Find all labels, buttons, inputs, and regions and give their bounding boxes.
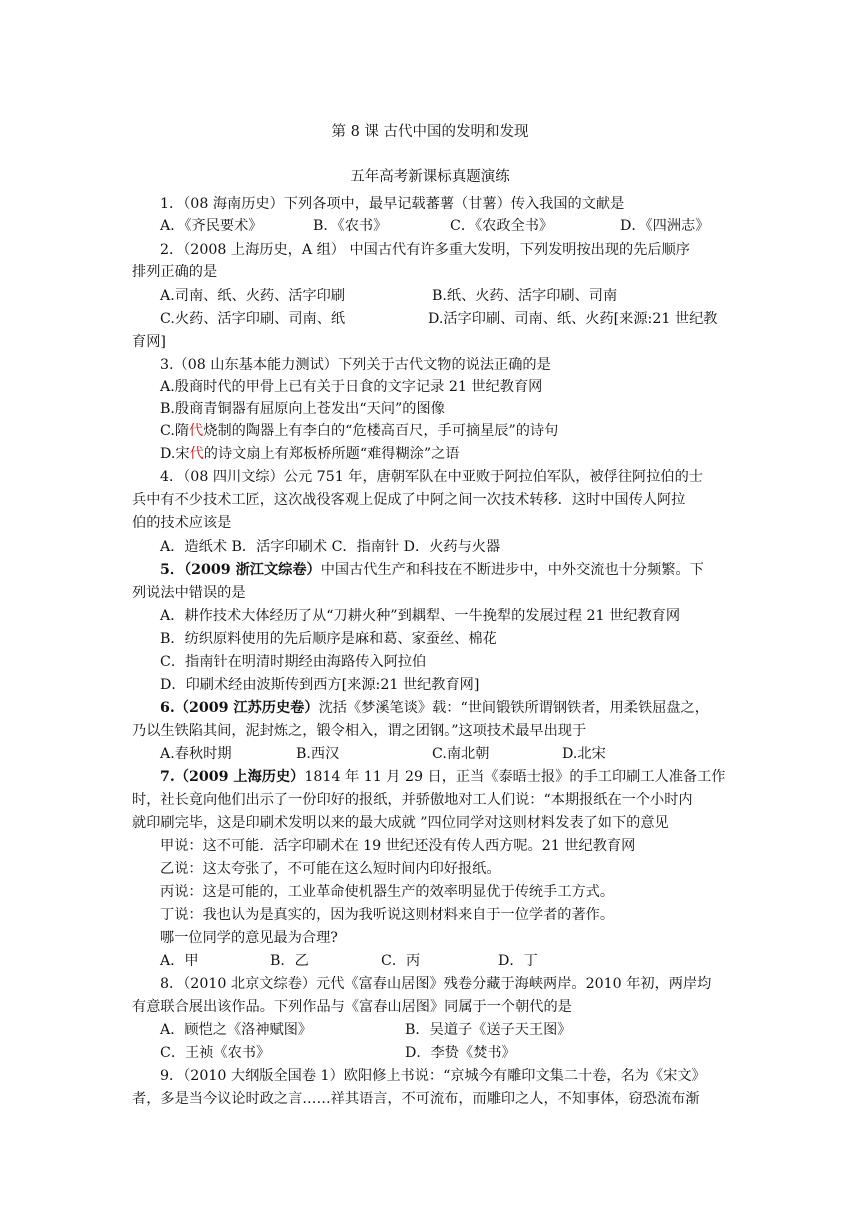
question-7-number: 7.（2009 上海历史）: [160, 769, 305, 785]
question-3-option-c-part1: C.隋: [160, 423, 190, 439]
question-3-option-d: [160, 443, 459, 465]
question-5-option-d: D．印刷术经由波斯传到西方[来源:21 世纪教育网]: [160, 677, 480, 693]
question-2-stem-line1: 2．（2008 上海历史，A 组） 中国古代有许多重大发明，下列发明按出现的先后顺序: [160, 242, 690, 258]
question-8-stem-line1: 8．（2010 北京文综卷）元代《富春山居图》残卷分藏于海峡两岸。2010 年初，两岸均: [160, 976, 712, 992]
question-6-option-d: D.北宋: [562, 746, 606, 762]
question-5-number: 5．（2009 浙江文综卷）: [160, 562, 321, 578]
question-5-option-c: C．指南针在明清时期经由海路传入阿拉伯: [160, 654, 427, 670]
question-7-opinion-bing: 丙说：这是可能的，工业革命使机器生产的效率明显优于传统手工方式。: [160, 884, 615, 900]
question-3-option-c: [160, 420, 558, 442]
page-title: 第 8 课 古代中国的发明和发现: [331, 124, 529, 140]
question-3-option-b: B.殷商青铜器有屈原向上苍发出“天问”的图像: [160, 401, 445, 417]
question-1-option-c: C．《农政全书》: [450, 218, 554, 234]
question-7-stem-line2: 时，社长竟向他们出示了一份印好的报纸，并骄傲地对工人们说：“本期报纸在一个小时内: [132, 792, 693, 808]
question-4-stem-line1: 4．（08 四川文综）公元 751 年，唐朝军队在中亚败于阿拉伯军队，被俘往阿拉伯的士: [160, 469, 703, 485]
question-7-option-d: D．丁: [498, 953, 538, 969]
question-2-option-a: A.司南、纸、火药、活字印刷: [160, 288, 346, 304]
question-3-option-a: A.殷商时代的甲骨上已有关于日食的文字记录 21 世纪教育网: [160, 379, 543, 395]
question-3-option-d-part2: 的诗文扇上有郑板桥所题“难得糊涂”之语: [203, 446, 460, 462]
question-3-option-c-part2: 烧制的陶器上有李白的“危楼高百尺，手可摘星辰”的诗句: [203, 423, 559, 439]
question-7-opinion-ding: 丁说：我也认为是真实的，因为我听说这则材料来自于一位学者的著作。: [160, 907, 615, 923]
question-7-option-c: C．丙: [381, 953, 421, 969]
question-4-stem-line3: 伯的技术应该是: [132, 515, 232, 531]
question-6-option-b: B.西汉: [296, 746, 340, 762]
question-6-option-c: C.南北朝: [432, 746, 490, 762]
question-6-option-a: A.春秋时期: [160, 746, 232, 762]
question-7-option-b: B．乙: [270, 953, 309, 969]
question-9-stem-line1: 9．（2010 大纲版全国卷 1）欧阳修上书说：“京城今有雕印文集二十卷，名为《宋文》: [160, 1068, 706, 1084]
question-7-opinion-jia: 甲说：这不可能．活字印刷术在 19 世纪还没有传人西方呢。21 世纪教育网: [160, 838, 636, 854]
question-3-option-d-part1: D.宋: [160, 446, 190, 462]
question-7-ask: 哪一位同学的意见最为合理?: [160, 930, 338, 946]
question-7-stem-line1: [160, 766, 725, 788]
question-7-option-a: A．甲: [160, 953, 199, 969]
question-8-option-b: B．吴道子《送子天王图》: [405, 1022, 572, 1038]
question-2-stem-line2: 排列正确的是: [132, 264, 218, 280]
question-1-option-a: A．《齐民要术》: [160, 218, 263, 234]
question-5-stem-line2: 列说法中错误的是: [132, 585, 246, 601]
question-6-number: 6.（2009 江苏历史卷）: [160, 700, 319, 716]
question-4-stem-line2: 兵中有不少技术工匠，这次战役客观上促成了中阿之间一次技术转移．这时中国传人阿拉: [132, 492, 686, 508]
question-6-stem-line2: 乃以生铁陷其间，泥封炼之，锻令相入，谓之团钢。”这项技术最早出现于: [132, 723, 587, 739]
question-5-stem-text: 中国古代生产和科技在不断进步中，中外交流也十分频繁。下: [320, 562, 704, 578]
page-subtitle: 五年高考新课标真题演练: [350, 169, 510, 185]
question-8-option-c: C．王祯《农书》: [160, 1045, 271, 1061]
question-1-option-d: D．《四洲志》: [620, 218, 710, 234]
question-3-option-d-red: 代: [189, 446, 204, 462]
question-4-options: A．造纸术 B．活字印刷术 C．指南针 D．火药与火器: [160, 539, 501, 555]
question-7-opinion-yi: 乙说：这太夸张了，不可能在这么短时间内印好报纸。: [160, 861, 501, 877]
question-7-stem-text: 1814 年 11 月 29 日，正当《泰晤士报》的手工印刷工人准备工作: [304, 769, 726, 785]
question-7-stem-line3: 就印刷完毕，这是印刷术发明以来的最大成就 ”四位同学对这则材料发表了如下的意见: [132, 815, 669, 831]
question-2-option-b: B.纸、火药、活字印刷、司南: [432, 288, 618, 304]
question-5-option-b: B．纺织原料使用的先后顺序是麻和葛、家蚕丝、棉花: [160, 631, 497, 647]
question-5-option-a: A．耕作技术大体经历了从“刀耕火种”到耦犁、一牛挽犁的发展过程 21 世纪教育网: [160, 608, 681, 624]
question-2-option-d-cont: 育网]: [132, 334, 166, 350]
question-2-option-c: C.火药、活字印刷、司南、纸: [160, 311, 346, 327]
question-3-option-c-red: 代: [189, 423, 204, 439]
question-3-stem: 3.（08 山东基本能力测试）下列关于古代文物的说法正确的是: [160, 357, 551, 373]
question-8-option-a: A．顾恺之《洛神赋图》: [160, 1022, 313, 1038]
question-6-stem-line1: [160, 697, 709, 719]
question-1-stem: 1．（08 海南历史）下列各项中，最早记载蕃薯（甘薯）传入我国的文献是: [160, 196, 625, 212]
question-5-stem-line1: [160, 559, 704, 581]
question-2-option-d: D.活字印刷、司南、纸、火药[来源:21 世纪教: [428, 311, 718, 327]
question-8-stem-line2: 有意联合展出该作品。下列作品与《富春山居图》同属于一个朝代的是: [132, 999, 572, 1015]
question-9-stem-line2: 者，多是当今议论时政之言……祥其语言，不可流布，而雕印之人，不知事体，窃恐流布渐: [132, 1091, 700, 1107]
question-8-option-d: D．李贽《焚书》: [405, 1045, 516, 1061]
question-6-stem-text: 沈括《梦溪笔谈》载：“世间锻铁所谓钢铁者，用柔铁屈盘之，: [318, 700, 709, 716]
question-1-option-b: B．《农书》: [313, 218, 388, 234]
